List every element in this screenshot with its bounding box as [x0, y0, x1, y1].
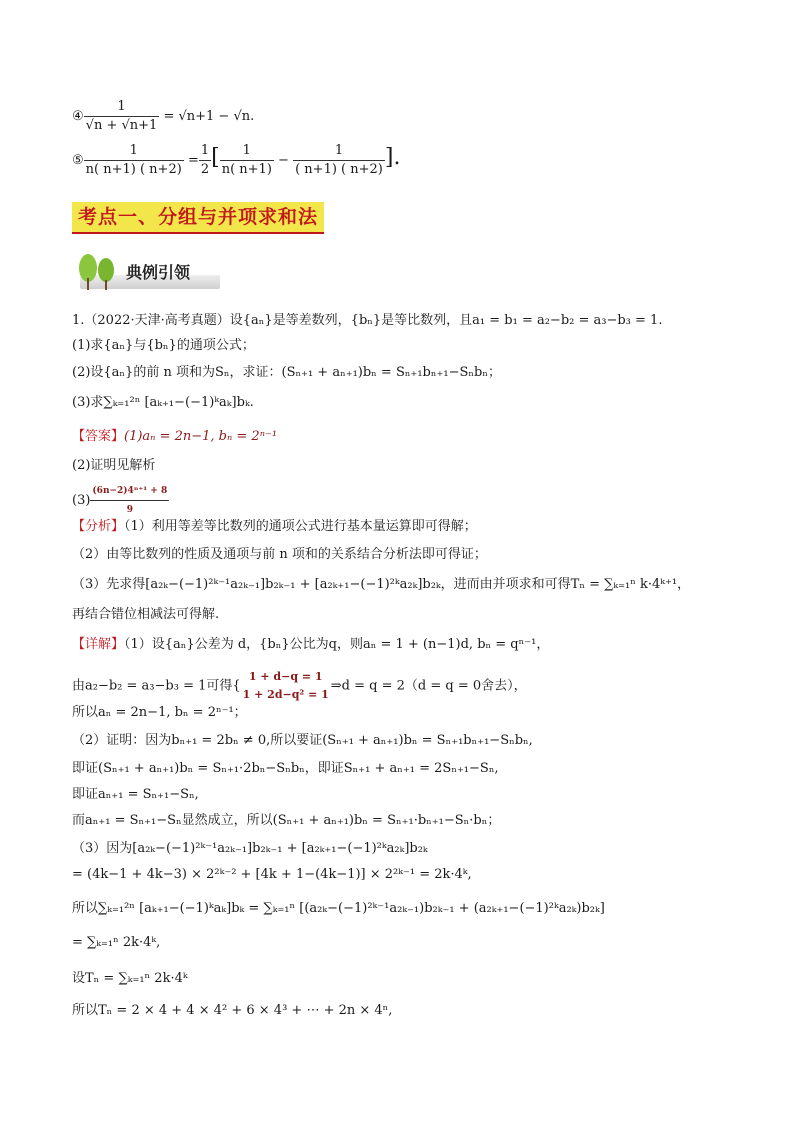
problem-q1: (1)求{aₙ}与{bₙ}的通项公式；: [72, 338, 255, 353]
formula-4-num: 1: [84, 98, 160, 117]
analysis-p2: （2）由等比数列的性质及通项与前 n 项和的关系结合分析法即可得证；: [72, 547, 487, 562]
answer-3-den: 9: [126, 505, 133, 515]
formula-5-num: 1: [84, 142, 184, 161]
example-tag: [72, 250, 222, 290]
detail-d12: 设Tₙ = ∑ₖ₌₁ⁿ 2k·4ᵏ: [72, 971, 188, 986]
formula-4: [72, 98, 254, 135]
formula-5-end: ].: [384, 145, 401, 170]
detail-d11: = ∑ₖ₌₁ⁿ 2k·4ᵏ,: [72, 935, 161, 950]
analysis-line-1: [72, 518, 477, 536]
formula-4-den: √n + √n+1: [85, 118, 158, 133]
detail-d7: 而aₙ₊₁ = Sₙ₊₁−Sₙ显然成立，所以(Sₙ₊₁ + aₙ₊₁)bₙ = Sₙ₊₁·bₙ₊₁−Sₙ·bₙ；: [72, 813, 501, 828]
answer-label: 【答案】: [72, 429, 125, 444]
answer-1: (1)aₙ = 2n−1, bₙ = 2ⁿ⁻¹: [124, 429, 278, 444]
detail-d6: 即证aₙ₊₁ = Sₙ₊₁−Sₙ,: [72, 787, 199, 802]
detail-d10: 所以∑ₖ₌₁²ⁿ [aₖ₊₁−(−1)ᵏaₖ]bₖ = ∑ₖ₌₁ⁿ [(a₂ₖ−(−1)²ᵏ⁻¹a₂ₖ₋₁)b₂ₖ₋₁ + (a₂ₖ₊₁−(−1)²ᵏa₂ₖ)b₂ₖ]: [72, 901, 605, 916]
formula-5-den: n( n+1) ( n+2): [85, 162, 182, 177]
detail-line-1: [72, 636, 549, 654]
detail-d4: （2）证明：因为bₙ₊₁ = 2bₙ ≠ 0,所以要证(Sₙ₊₁ + aₙ₊₁)bₙ = Sₙ₊₁bₙ₊₁−Sₙbₙ,: [72, 733, 533, 748]
analysis-p1: （1）利用等差等比数列的通项公式进行基本量运算即可得解；: [124, 519, 477, 534]
formula-5-t2-num: 1: [293, 142, 385, 161]
formula-5-half-num: 1: [199, 142, 211, 161]
answer-2: (2)证明见解析: [72, 458, 156, 473]
analysis-p4: 再结合错位相减法可得解.: [72, 607, 220, 622]
detail-d3: 所以aₙ = 2n−1, bₙ = 2ⁿ⁻¹；: [72, 705, 247, 720]
detail-d8: （3）因为[a₂ₖ−(−1)²ᵏ⁻¹a₂ₖ₋₁]b₂ₖ₋₁ + [a₂ₖ₊₁−(−1)²ᵏa₂ₖ]b₂ₖ: [72, 841, 428, 856]
formula-5-t1-num: 1: [220, 142, 274, 161]
formula-5-eq: =: [187, 153, 199, 168]
formula-4-rhs: = √n+1 − √n.: [163, 109, 255, 124]
formula-4-marker: ④: [72, 109, 84, 124]
formula-4-fraction: [84, 98, 160, 135]
analysis-p3: （3）先求得[a₂ₖ−(−1)²ᵏ⁻¹a₂ₖ₋₁]b₂ₖ₋₁ + [a₂ₖ₊₁−(−1)²ᵏa₂ₖ]b₂ₖ，进而由并项求和可得Tₙ = ∑ₖ₌₁ⁿ k·4ᵏ⁺¹，: [72, 577, 691, 592]
section-title: 考点一、分组与并项求和法: [72, 202, 324, 234]
formula-5-t1-den: n( n+1): [221, 162, 272, 177]
detail-d2-pre: 由a₂−b₂ = a₃−b₃ = 1可得{: [72, 678, 241, 694]
answer-line-3: [72, 482, 169, 519]
detail-d2-bot: 1 + 2d−q² = 1: [242, 688, 329, 701]
detail-label: 【详解】: [72, 637, 125, 652]
formula-5-marker: ⑤: [72, 153, 84, 168]
tag-label: 典例引领: [126, 263, 191, 282]
formula-5: ⑤ $\frac{1}{n( n+1) ( n+2)}$ = $\frac{1}{2}$ [ $\frac{1}{n( n+1)}$ − $\frac{1}{( n+1) ( n+2)}$ ].: [72, 143, 401, 177]
answer-line-1: [72, 428, 277, 446]
detail-d13: 所以Tₙ = 2 × 4 + 4 × 4² + 6 × 4³ + ⋯ + 2n × 4ⁿ,: [72, 1003, 393, 1018]
detail-d2-top: 1 + d−q = 1: [248, 670, 323, 683]
tree-icon: [72, 250, 122, 290]
formula-5-t2-den: ( n+1) ( n+2): [295, 162, 383, 177]
detail-d9: = (4k−1 + 4k−3) × 2²ᵏ⁻² + [4k + 1−(4k−1)] × 2²ᵏ⁻¹ = 2k·4ᵏ,: [72, 867, 472, 882]
formula-5-half-den: 2: [200, 162, 210, 177]
problem-q3: (3)求∑ₖ₌₁²ⁿ [aₖ₊₁−(−1)ᵏaₖ]bₖ.: [72, 395, 254, 410]
problem-q2: (2)设{aₙ}的前 n 项和为Sₙ，求证：(Sₙ₊₁ + aₙ₊₁)bₙ = Sₙ₊₁bₙ₊₁−Sₙbₙ；: [72, 365, 501, 380]
problem-intro: 1.（2022·天津·高考真题）设{aₙ}是等差数列，{bₙ}是等比数列，且a₁ = b₁ = a₂−b₂ = a₃−b₃ = 1.: [72, 313, 663, 328]
detail-d1: （1）设{aₙ}公差为 d，{bₙ}公比为q，则aₙ = 1 + (n−1)d, bₙ = qⁿ⁻¹，: [124, 637, 550, 652]
detail-line-2: [72, 668, 527, 704]
formula-5-minus: −: [278, 153, 289, 168]
detail-d2-post: ⇒d = q = 2（d = q = 0舍去），: [330, 678, 527, 694]
answer-3-num: (6n−2)4ⁿ⁺¹ + 8: [90, 482, 169, 501]
answer-3-prefix: (3): [72, 493, 91, 508]
detail-d5: 即证(Sₙ₊₁ + aₙ₊₁)bₙ = Sₙ₊₁·2bₙ−Sₙbₙ，即证Sₙ₊₁ + aₙ₊₁ = 2Sₙ₊₁−Sₙ,: [72, 761, 499, 776]
analysis-label: 【分析】: [72, 519, 125, 534]
